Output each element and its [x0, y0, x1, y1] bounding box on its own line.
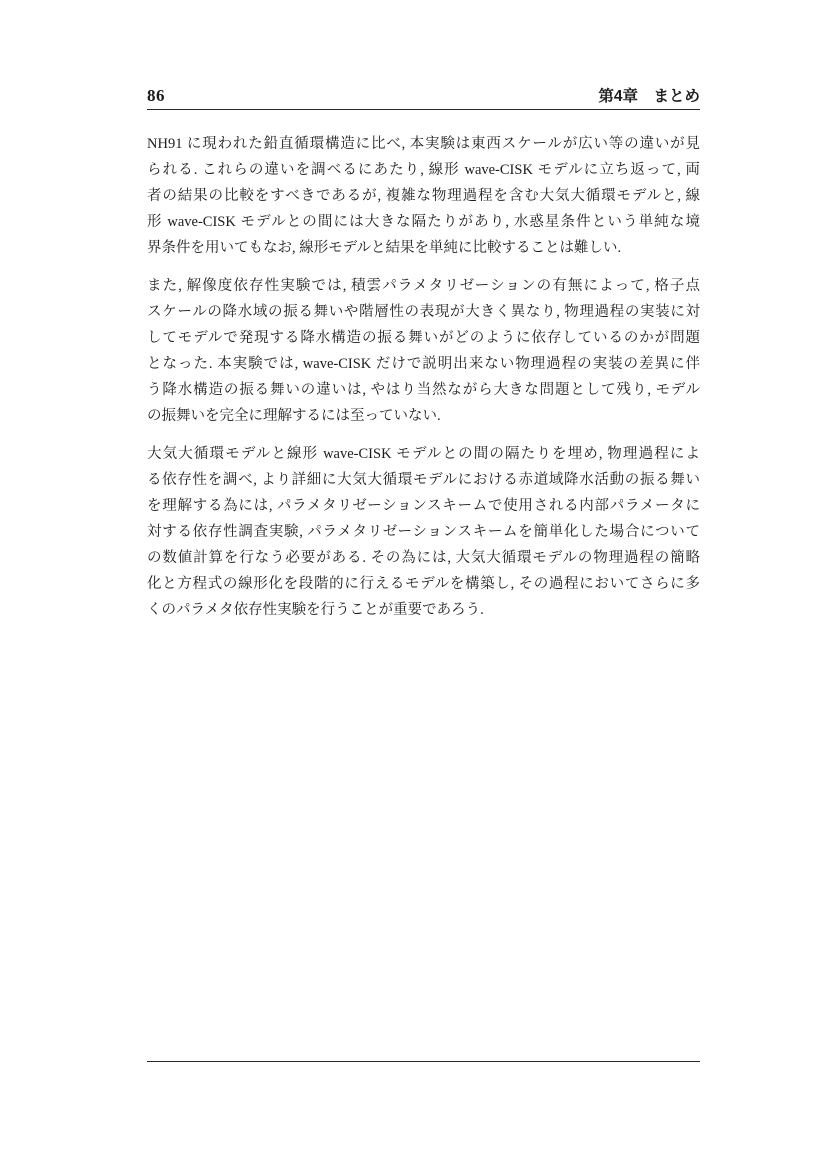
text-line: の数値計算を行なう必要がある. その為には, 大気大循環モデルの物理過程の簡略 — [147, 550, 700, 566]
text-line: スケールの降水域の振る舞いや階層性の表現が大きく異なり, 物理過程の実装に対 — [147, 304, 700, 320]
text-line: る依存性を調べ, より詳細に大気大循環モデルにおける赤道域降水活動の振る舞い — [147, 472, 700, 488]
text-line: 大気大循環モデルと線形 wave-CISK モデルとの間の隔たりを埋め, 物理過程によ — [147, 446, 700, 462]
paragraph — [147, 273, 700, 429]
text-line: 界条件を用いてもなお, 線形モデルと結果を単純に比較することは難しい. — [147, 240, 622, 256]
text-line: られる. これらの違いを調べるにあたり, 線形 wave-CISK モデルに立ち返って, 両 — [147, 162, 700, 178]
page-number: 86 — [147, 86, 165, 105]
text-line: また, 解像度依存性実験では, 積雲パラメタリゼーションの有無によって, 格子点 — [147, 278, 700, 294]
text-line: となった. 本実験では, wave-CISK だけで説明出来ない物理過程の実装の差異に伴 — [147, 356, 700, 372]
text-line: 化と方程式の線形化を段階的に行えるモデルを構築し, その過程においてさらに多 — [147, 576, 700, 592]
text-line: 対する依存性調査実験, パラメタリゼーションスキームを簡単化した場合について — [147, 524, 700, 540]
paragraph — [147, 131, 700, 261]
text-line: う降水構造の振る舞いの違いは, やはり当然ながら大きな問題として残り, モデル — [147, 382, 700, 398]
text-line: 形 wave-CISK モデルとの間には大きな隔たりがあり, 水惑星条件という単純な境 — [147, 214, 700, 230]
page-header — [147, 84, 700, 110]
text-line: してモデルで発現する降水構造の振る舞いがどのように依存しているのかが問題 — [147, 330, 700, 346]
chapter-header: 第4章 まとめ — [598, 88, 700, 105]
body-text — [147, 131, 700, 635]
text-line: の振舞いを完全に理解するには至っていない. — [147, 408, 441, 424]
footer-rule — [147, 1061, 700, 1062]
text-line: を理解する為には, パラメタリゼーションスキームで使用される内部パラメータに — [147, 498, 700, 514]
paragraph — [147, 441, 700, 623]
text-line: 者の結果の比較をすべきであるが, 複雑な物理過程を含む大気大循環モデルと, 線 — [147, 188, 700, 204]
text-line: くのパラメタ依存性実験を行うことが重要であろう. — [147, 602, 484, 618]
text-line: NH91 に現われた鉛直循環構造に比べ, 本実験は東西スケールが広い等の違いが見 — [147, 136, 700, 152]
